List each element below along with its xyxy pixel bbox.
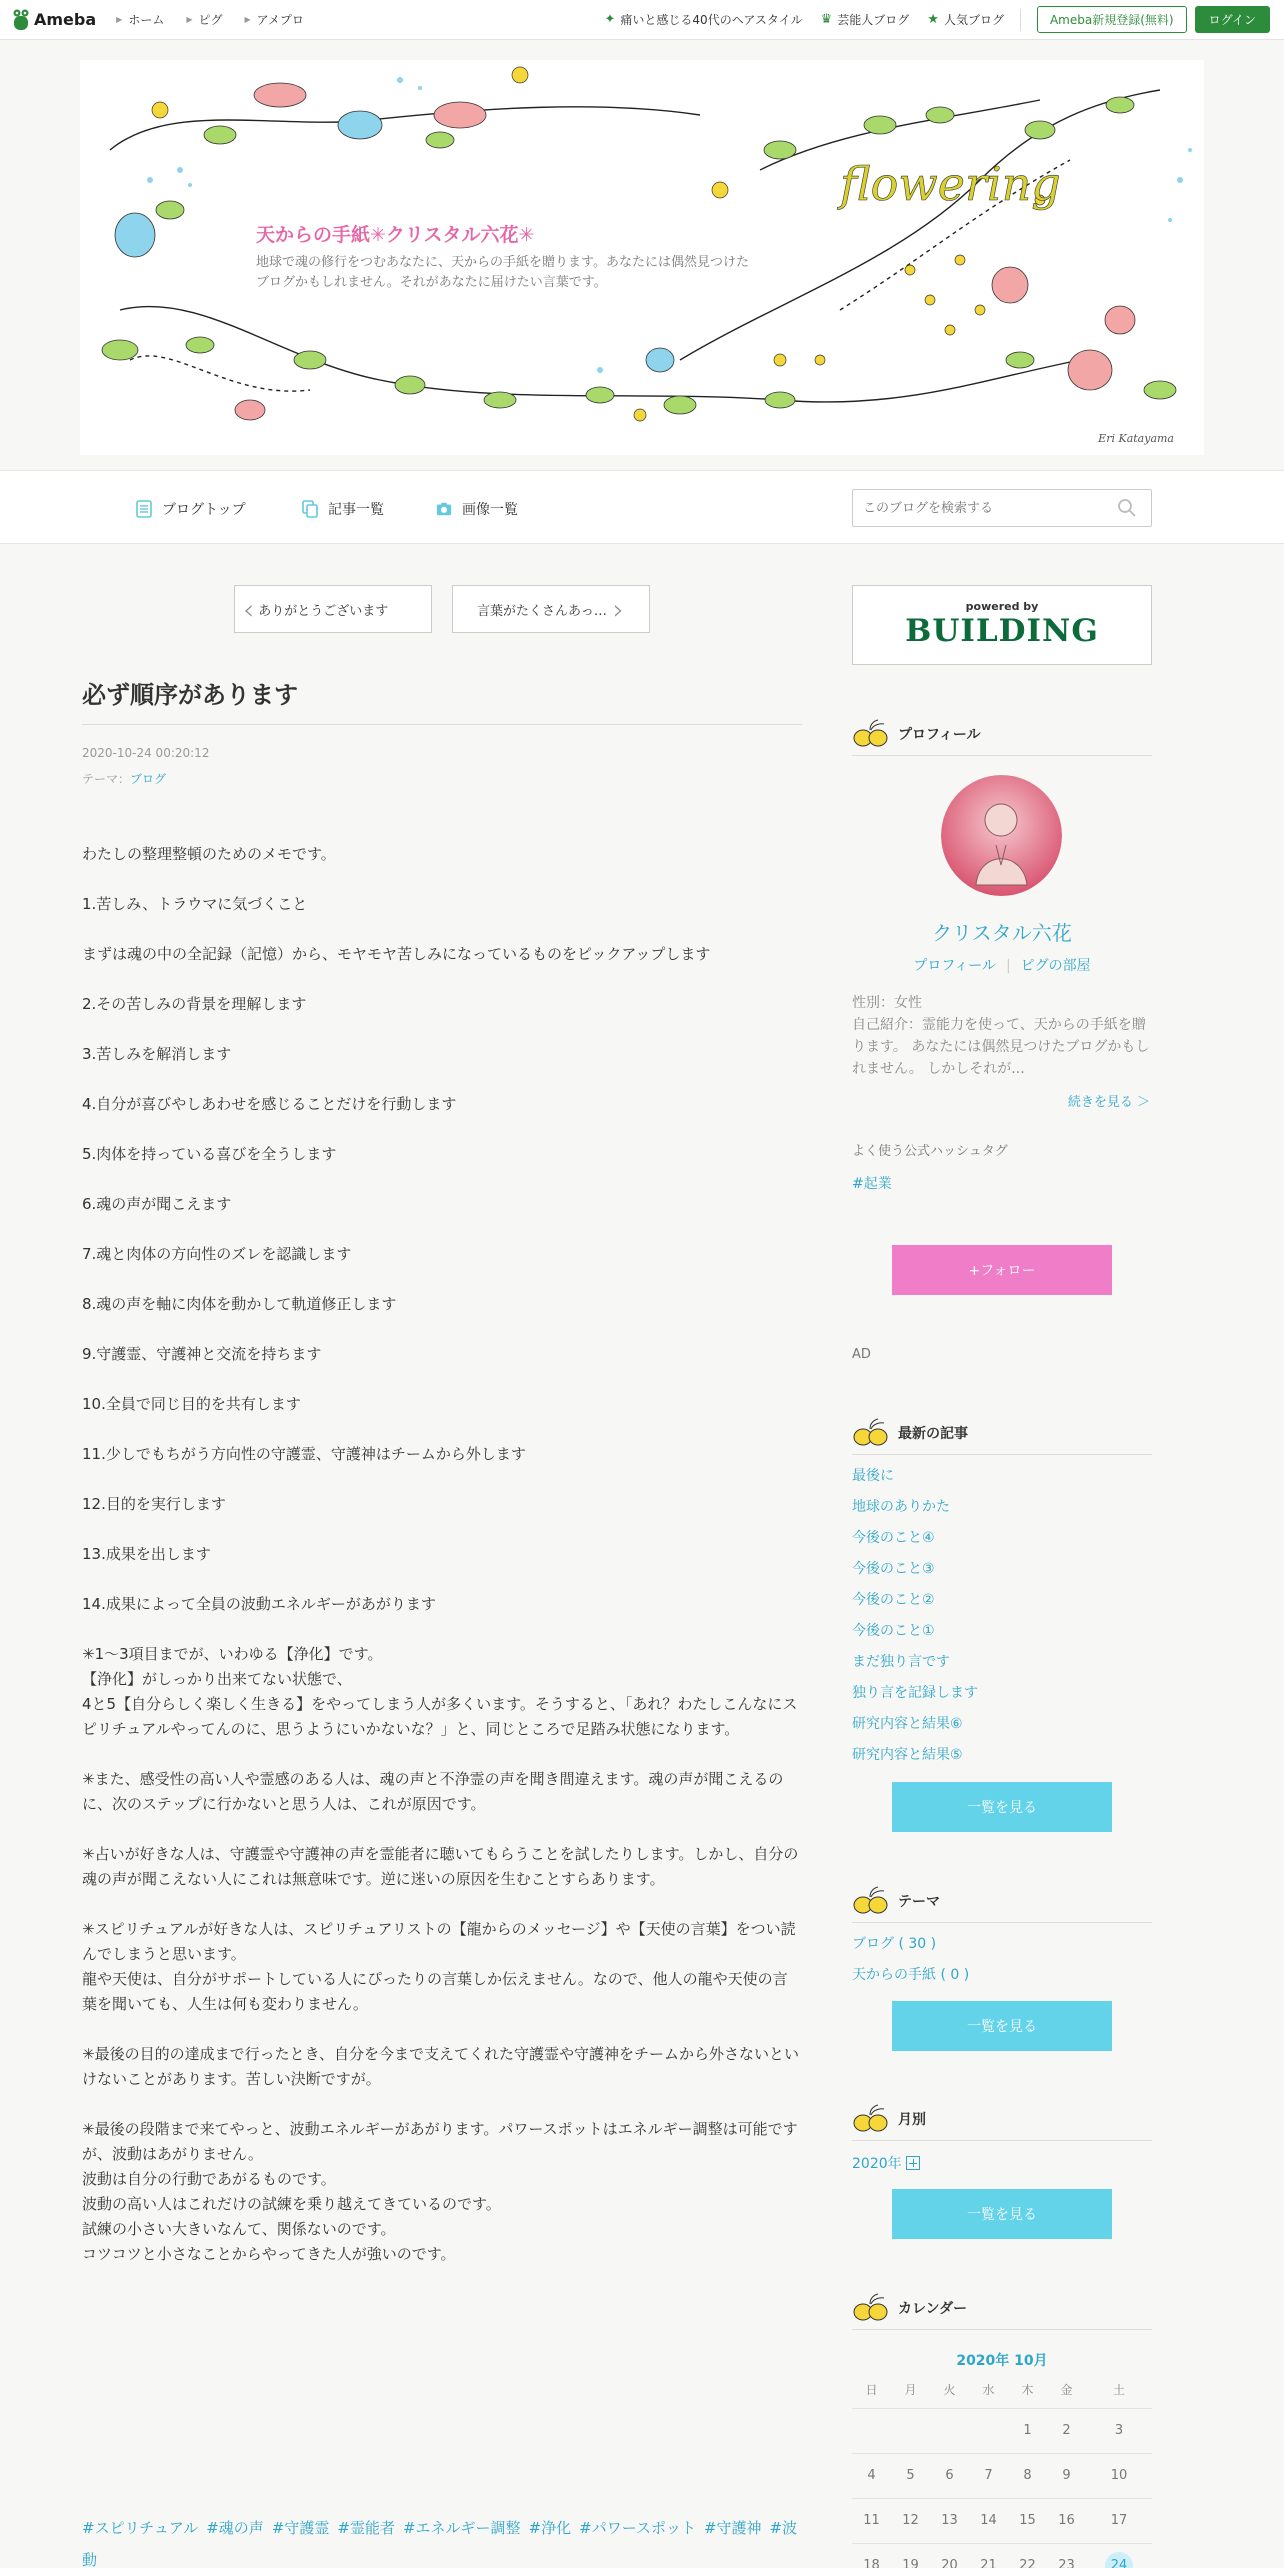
list-item[interactable]: 今後のこと① [852,1623,935,1639]
next-article-link[interactable] [452,585,650,633]
article-hashtags [82,2512,802,2568]
calendar-week-row [852,2543,1152,2568]
article-paragraph: 9.守護霊、守護神と交流を持ちます [82,1345,322,1363]
search-input[interactable] [853,501,1117,516]
article-paragraph: 8.魂の声を軸に肉体を動かして軌道修正します [82,1295,397,1313]
article-paragraph: 6.魂の声が聞こえます [82,1195,232,1213]
profile-gender: 性別：女性 [852,995,922,1011]
today-marker: 24 [1105,2552,1133,2568]
logo-text: Ameba [34,10,97,29]
article-paragraph: 1.苦しみ、トラウマに気づくこと [82,895,308,913]
banner-word: flowering [840,157,1061,211]
calendar-day[interactable]: 14 [969,2498,1008,2543]
calendar-day[interactable]: 16 [1047,2498,1086,2543]
pigg-room-link[interactable]: ピグの部屋 [1020,958,1091,974]
calendar-month: 2020年 10月 [956,2353,1048,2369]
section-title: 最新の記事 [898,1425,968,1442]
calendar-day[interactable]: 1 [1008,2408,1047,2453]
divider [1020,9,1021,31]
monthly-year-toggle[interactable] [852,2153,920,2173]
profile-link[interactable]: プロフィール [913,958,996,974]
latest-articles-heading [852,1411,1152,1455]
link-label: 芸能人ブログ [837,13,910,27]
building-logo: BUILDING [905,613,1099,649]
theme-more-button[interactable]: 一覧を見る [892,2001,1112,2051]
search-icon[interactable] [1117,498,1137,518]
latest-articles-list [852,1461,1152,1771]
leaf-icon: ✦ [604,12,616,27]
link-label: 痛いと感じる40代のヘアスタイル [620,13,803,27]
weekday-label: 木 [1008,2372,1047,2408]
theme-link[interactable]: ブログ [130,772,167,786]
hashtag-link[interactable]: #エネルギー調整 [402,2519,521,2537]
ameba-logo[interactable] [12,8,96,32]
hashtag-link[interactable]: #守護霊 [271,2519,330,2537]
calendar-day[interactable]: 17 [1086,2498,1152,2543]
hashtag-link[interactable]: #魂の声 [206,2519,264,2537]
calendar-day[interactable]: 23 [1047,2543,1086,2568]
article-paragraph: まずは魂の中の全記録（記憶）から、モヤモヤ苦しみになっているものをピックアップします [82,945,711,963]
divider: | [1005,958,1011,974]
butterfly-icon [852,2103,890,2135]
nav-label: 画像一覧 [462,502,518,518]
global-nav [116,11,326,28]
illustrator-signature: Eri Katayama [1098,432,1174,445]
powered-by-building[interactable] [852,585,1152,665]
calendar-day[interactable]: 4 [852,2453,891,2498]
prev-article-link[interactable] [234,585,432,633]
list-item[interactable]: 独り言を記録します [852,1685,978,1701]
weekday-label: 金 [1047,2372,1086,2408]
article-paragraph: 5.肉体を持っている喜びを全うします [82,1145,337,1163]
calendar-day[interactable]: 11 [852,2498,891,2543]
calendar-week-row [852,2408,1152,2453]
calendar-day[interactable]: 15 [1008,2498,1047,2543]
hashtag-link[interactable]: #浄化 [528,2519,572,2537]
copy-icon [302,500,318,518]
hashtag-link[interactable]: #スピリチュアル [82,2519,199,2537]
nav-pigg[interactable] [186,11,222,28]
calendar-day[interactable]: 3 [1086,2408,1152,2453]
butterfly-icon [852,1417,890,1449]
article-paragraph: 10.全員で同じ目的を共有します [82,1395,301,1413]
login-button[interactable]: ログイン [1195,6,1270,33]
weekday-label: 月 [891,2372,930,2408]
triangle-icon: ▶ [186,15,193,24]
article-paragraph: 14.成果によって全員の波動エネルギーがあがります [82,1595,436,1613]
calendar-day[interactable]: 13 [930,2498,969,2543]
list-item[interactable]: 天からの手紙 ( 0 ) [852,1967,970,1983]
star-icon: ★ [927,12,939,27]
signup-button[interactable]: Ameba新規登録(無料) [1037,6,1187,33]
butterfly-icon [852,2292,890,2324]
calendar-day[interactable]: 6 [930,2453,969,2498]
hashtag-link[interactable]: #霊能者 [337,2519,395,2537]
official-hashtag-heading: よく使う公式ハッシュタグ [852,1144,1008,1159]
calendar-empty-day [891,2408,930,2453]
calendar-day[interactable]: 12 [891,2498,930,2543]
link-hairstyle[interactable] [605,11,803,28]
section-title: テーマ [898,1893,940,1910]
calendar-week-row [852,2498,1152,2543]
calendar-day[interactable]: 7 [969,2453,1008,2498]
profile-avatar[interactable] [941,775,1062,896]
nav-label: ブログトップ [162,502,246,518]
avatar-image [941,775,1062,896]
article-paragraph: 13.成果を出します [82,1545,211,1563]
article-title[interactable]: 必ず順序があります [82,681,298,709]
calendar-day[interactable]: 2 [1047,2408,1086,2453]
article-theme [82,770,166,787]
calendar-weekday-row [852,2372,1152,2408]
article-paragraph: 2.その苦しみの背景を理解します [82,995,307,1013]
article-body [82,842,802,2292]
nav-label: ホーム [128,13,165,27]
nav-label: ピグ [198,13,223,27]
hashtag-link[interactable]: #守護神 [703,2519,762,2537]
nav-article-list[interactable] [302,499,384,519]
nav-label: アメプロ [256,13,304,27]
weekday-label: 日 [852,2372,891,2408]
list-item[interactable]: 今後のこと② [852,1592,935,1608]
theme-list [852,1929,1152,1991]
calendar-day[interactable] [1086,2543,1152,2568]
calendar-day[interactable]: 19 [891,2543,930,2568]
butterfly-icon [852,718,890,750]
blog-search[interactable] [852,489,1152,527]
nav-image-list[interactable] [436,499,518,519]
camera-icon [436,500,452,518]
hashtag-link[interactable]: #波動 [82,2519,798,2568]
list-item[interactable]: まだ独り言です [852,1654,950,1670]
title-divider [82,724,802,725]
blog-header-banner[interactable] [80,60,1204,455]
calendar-day[interactable]: 10 [1086,2453,1152,2498]
weekday-label: 水 [969,2372,1008,2408]
chevron-left-icon: ‹ [243,592,255,626]
blog-nav [0,470,1284,544]
article-paragraph: ✳︎また、感受性の高い人や霊感のある人は、魂の声と不浄霊の声を聞き間違えます。魂の声が聞こえるのに、次のステップに行かないと思う人は、これが原因です。 [82,1770,784,1813]
profile-heading [852,712,1152,756]
calendar-day[interactable]: 21 [969,2543,1008,2568]
profile-intro: 自己紹介：霊能力を使って、天からの手紙を贈ります。 あなたには偶然見つけたブログかもしれません。 しかしそれが... [852,1017,1150,1077]
list-item[interactable]: ブログ ( 30 ) [852,1936,937,1952]
nav-label: 記事一覧 [328,502,384,518]
article-date: 2020-10-24 00:20:12 [82,746,210,760]
calendar-day[interactable]: 22 [1008,2543,1047,2568]
theme-prefix: テーマ： [82,772,131,786]
article-paragraph: 3.苦しみを解消します [82,1045,232,1063]
calendar-day[interactable]: 20 [930,2543,969,2568]
year-label: 2020年 [852,2156,902,2172]
expand-plus-icon[interactable] [906,2156,920,2170]
follow-button[interactable]: +フォロー [892,1245,1112,1295]
calendar-day[interactable]: 18 [852,2543,891,2568]
calendar-day[interactable]: 8 [1008,2453,1047,2498]
read-more-link[interactable]: 続きを見る ＞ [1067,1095,1150,1110]
global-header [0,0,1284,40]
article-paragraph: わたしの整理整頓のためのメモです。 [82,845,336,863]
link-celebrity-blog[interactable] [821,11,910,28]
ad-label: AD [852,1347,871,1362]
triangle-icon: ▶ [116,15,123,24]
hashtag-link[interactable]: #パワースポット [579,2519,696,2537]
calendar-empty-day [969,2408,1008,2453]
crown-icon: ♛ [820,12,833,27]
section-title: カレンダー [898,2300,968,2317]
calendar-empty-day [852,2408,891,2453]
calendar-week-row [852,2453,1152,2498]
butterfly-icon [852,1885,890,1917]
weekday-label: 火 [930,2372,969,2408]
prev-article-title: ありがとうございます [258,603,389,619]
profile-links [852,955,1152,975]
calendar-table [852,2372,1152,2568]
latest-more-button[interactable]: 一覧を見る [892,1782,1112,1832]
list-item[interactable]: 最後に [852,1468,894,1484]
list-item[interactable]: 今後のこと④ [852,1530,935,1546]
theme-heading [852,1879,1152,1923]
list-item[interactable]: 研究内容と結果⑤ [852,1747,963,1763]
blog-description: 地球で魂の修行をつむあなたに、天からの手紙を贈ります。あなたには偶然見つけたブログかもしれません。それがあなたに届けたい言葉です。 [256,255,749,290]
calendar-day[interactable]: 5 [891,2453,930,2498]
list-item[interactable]: 地球のありかた [852,1499,950,1515]
article-paragraph: ✳︎最後の目的の達成まで行ったとき、自分を今まで支えてくれた守護霊や守護神をチームから外さないといけないことがあります。苦しい決断ですが。 [82,2045,799,2088]
link-label: 人気ブログ [943,13,1004,27]
profile-text [852,992,1152,1080]
article-paragraph: 4.自分が喜びやしあわせを感じることだけを行動します [82,1095,457,1113]
section-title: 月別 [898,2111,926,2128]
official-hashtag-link[interactable]: #起業 [852,1176,892,1192]
article-paragraph: 11.少しでもちがう方向性の守護霊、守護神はチームから外します [82,1445,526,1463]
article-paragraph: 12.目的を実行します [82,1495,226,1513]
weekday-label: 土 [1086,2372,1152,2408]
list-item[interactable]: 研究内容と結果⑥ [852,1716,963,1732]
chevron-right-icon: › [612,592,625,626]
article-paragraph: ✳︎1〜3項目までが、いわゆる【浄化】です。 【浄化】がしっかり出来てない状態で、 4と5【自分らしく楽しく生きる】をやってしまう人が多くいます。そうすると、「あれ？わたしこんなにスピリチュアルやってんのに、思うようにいかないな？」と、同じところで足踏み状態になります。 [82,1645,798,1738]
article-paragraph: ✳︎占いが好きな人は、守護霊や守護神の声を霊能者に聴いてもらうことを試したりします。しかし、自分の魂の声が聞こえない人にこれは無意味です。逆に迷いの原因を生むことすらあります。 [82,1845,799,1888]
calendar-day[interactable]: 9 [1047,2453,1086,2498]
calendar-heading [852,2286,1152,2330]
nav-amepro[interactable] [245,11,304,28]
article-paragraph: ✳︎スピリチュアルが好きな人は、スピリチュアリストの【龍からのメッセージ】や【天使の言葉】をつい読んでしまうと思います。 龍や天使は、自分がサポートしている人にぴったりの言葉しか伝えません。なので、他人の龍や天使の言葉を聞いても、人生は何も変わりません。 [82,1920,796,2013]
nav-home[interactable] [116,11,164,28]
section-title: プロフィール [898,726,981,743]
article-paragraph: 7.魂と肉体の方向性のズレを認識します [82,1245,352,1263]
monthly-more-button[interactable]: 一覧を見る [892,2189,1112,2239]
blog-title[interactable]: 天からの手紙✳︎クリスタル六花✳︎ [256,224,535,246]
document-icon [136,500,152,518]
next-article-title: 言葉がたくさんあっ… [477,603,607,619]
link-popular-blog[interactable] [927,11,1004,28]
header-right [587,6,1270,33]
calendar-empty-day [930,2408,969,2453]
list-item[interactable]: 今後のこと③ [852,1561,935,1577]
profile-name[interactable]: クリスタル六花 [932,921,1072,945]
powered-by-label: powered by [965,600,1039,613]
ameba-frog-icon [12,8,30,32]
article-paragraph: ✳︎最後の段階まで来てやっと、波動エネルギーがあがります。パワースポットはエネルギー調整は可能ですが、波動はあがりません。 波動は自分の行動であがるものです。 波動の高い人はこれだけの試練を乗り越えてきているのです。 試練の小さい大きいなんて、関係ないのです。 コツコツと小さなことからやってきた人が強いのです。 [82,2120,798,2263]
nav-blog-top[interactable] [136,499,246,519]
triangle-icon: ▶ [244,15,251,24]
monthly-heading [852,2097,1152,2141]
